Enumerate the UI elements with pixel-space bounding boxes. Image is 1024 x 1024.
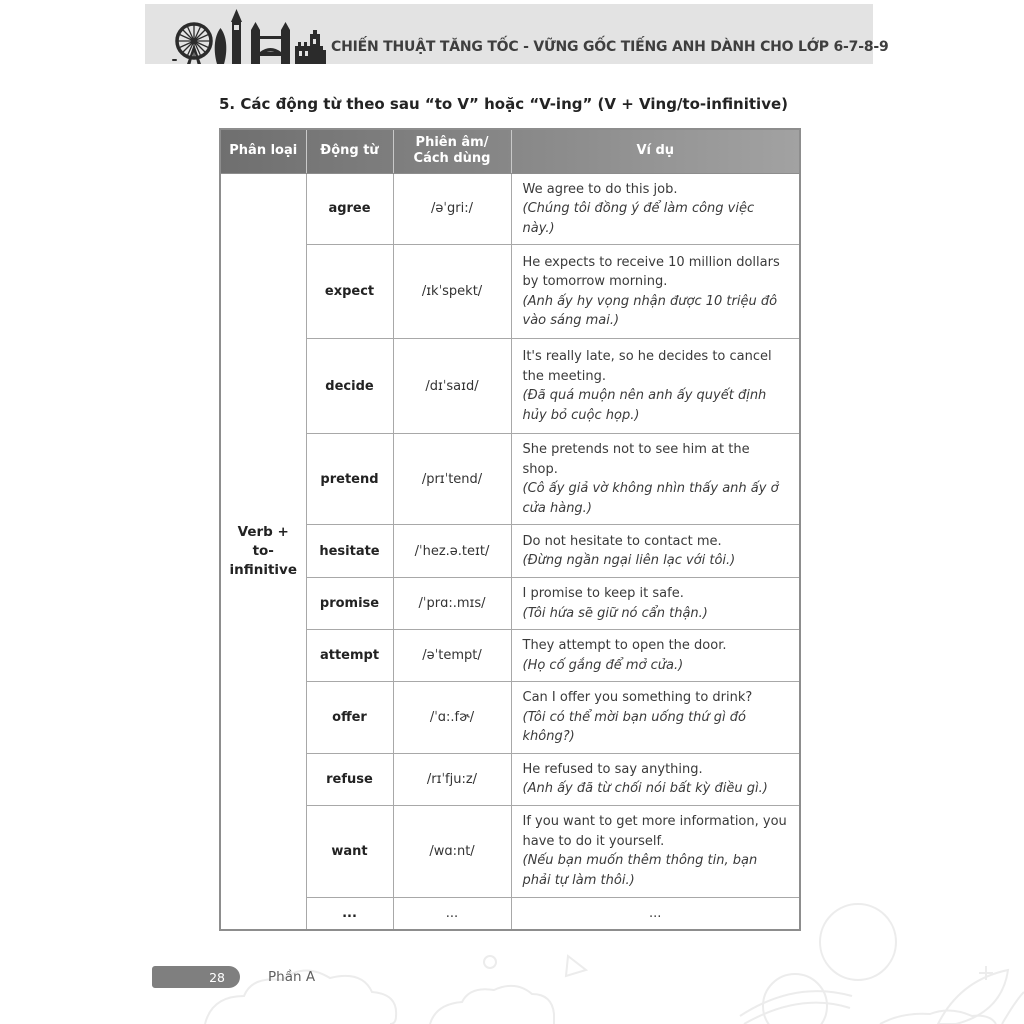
example-english: We agree to do this job. — [522, 181, 678, 197]
example-english: If you want to get more information, you have to do it yourself. — [522, 814, 787, 849]
example-cell — [511, 805, 800, 897]
table-row — [220, 753, 800, 805]
col-header-ipa-line1: Phiên âm/ — [415, 135, 489, 150]
table-header-row — [220, 129, 800, 173]
example-cell — [511, 682, 800, 754]
example-vietnamese: (Nếu bạn muốn thêm thông tin, bạn phải tự làm thôi.) — [522, 853, 758, 888]
ipa-cell: /dɪˈsaɪd/ — [393, 339, 511, 434]
verb-cell: promise — [306, 578, 393, 630]
ipa-cell: /ɪkˈspekt/ — [393, 245, 511, 339]
table-row — [220, 173, 800, 245]
example-vietnamese: (Chúng tôi đồng ý để làm công việc này.) — [522, 201, 755, 236]
page-number: 28 — [209, 969, 225, 985]
ipa-cell: /rɪˈfju:z/ — [393, 753, 511, 805]
example-english: I promise to keep it safe. — [522, 586, 684, 601]
example-vietnamese: (Anh ấy đã từ chối nói bất kỳ điều gì.) — [522, 781, 768, 796]
example-cell — [511, 173, 800, 245]
example-vietnamese: (Cô ấy giả vờ không nhìn thấy anh ấy ở cửa hàng.) — [522, 481, 779, 516]
verb-cell: hesitate — [306, 525, 393, 578]
ipa-cell: /əˈgri:/ — [393, 173, 511, 245]
example-cell — [511, 753, 800, 805]
category-line1: Verb + to- — [237, 523, 289, 559]
example-vietnamese: (Tôi hứa sẽ giữ nó cẩn thận.) — [522, 605, 708, 621]
table-row — [220, 245, 800, 339]
part-label: Phần A — [268, 969, 316, 985]
page-number-badge — [152, 966, 240, 988]
table-row-ellipsis — [220, 897, 800, 930]
example-cell — [511, 630, 800, 682]
ipa-cell: /wɑ:nt/ — [393, 805, 511, 897]
verb-cell: refuse — [306, 753, 393, 805]
col-header-verb: Động từ — [306, 129, 393, 173]
category-cell — [220, 173, 306, 930]
example-english: He refused to say anything. — [522, 761, 703, 777]
col-header-ipa-line2: Cách dùng — [413, 151, 491, 167]
example-vietnamese: (Anh ấy hy vọng nhận được 10 triệu đô vào sáng mai.) — [522, 293, 778, 328]
ipa-cell: ... — [393, 897, 511, 930]
ipa-cell: /ˈhez.ə.teɪt/ — [393, 525, 511, 578]
verb-cell: ... — [306, 897, 393, 930]
example-vietnamese: (Đã quá muộn nên anh ấy quyết định hủy bỏ cuộc họp.) — [522, 388, 767, 423]
verb-cell: offer — [306, 682, 393, 754]
table-row — [220, 682, 800, 754]
table-row — [220, 339, 800, 434]
verb-cell: expect — [306, 245, 393, 339]
table-row — [220, 525, 800, 578]
verb-cell: want — [306, 805, 393, 897]
example-english: Do not hesitate to contact me. — [522, 533, 722, 549]
ipa-cell: /əˈtempt/ — [393, 630, 511, 682]
page-header-band — [145, 4, 889, 64]
example-cell — [511, 245, 800, 339]
col-header-example: Ví dụ — [511, 129, 800, 173]
example-english: ... — [649, 905, 662, 921]
example-english: Can I offer you something to drink? — [522, 690, 753, 705]
example-cell — [511, 525, 800, 578]
verb-cell: pretend — [306, 434, 393, 525]
verb-cell: attempt — [306, 630, 393, 682]
col-header-ipa — [393, 129, 511, 173]
ipa-cell: /ˈɑ:.fɚ/ — [393, 682, 511, 754]
example-english: He expects to receive 10 million dollars by tomorrow morning. — [522, 254, 780, 289]
table-row — [220, 434, 800, 525]
section-heading: 5. Các động từ theo sau “to V” hoặc “V-ing” (V + Ving/to-infinitive) — [219, 95, 788, 113]
verb-cell: agree — [306, 173, 393, 245]
example-cell — [511, 897, 800, 930]
example-english: They attempt to open the door. — [522, 638, 727, 653]
london-skyline-icon — [171, 6, 327, 68]
example-english: She pretends not to see him at the shop. — [522, 442, 750, 477]
example-cell — [511, 339, 800, 434]
ipa-cell: /prɪˈtend/ — [393, 434, 511, 525]
table-row — [220, 805, 800, 897]
example-vietnamese: (Họ cố gắng để mở cửa.) — [522, 657, 684, 673]
ipa-cell: /ˈprɑ:.mɪs/ — [393, 578, 511, 630]
verb-cell: decide — [306, 339, 393, 434]
book-title: CHIẾN THUẬT TĂNG TỐC - VỮNG GỐC TIẾNG ANH DÀNH CHO LỚP 6-7-8-9 — [331, 39, 889, 55]
verb-table — [219, 128, 801, 931]
example-vietnamese: (Đừng ngần ngại liên lạc với tôi.) — [522, 553, 736, 568]
col-header-category: Phân loại — [220, 129, 306, 173]
table-row — [220, 630, 800, 682]
example-cell — [511, 434, 800, 525]
example-english: It's really late, so he decides to cancel the meeting. — [522, 349, 772, 384]
example-vietnamese: (Tôi có thể mời bạn uống thứ gì đó không?) — [522, 709, 746, 744]
example-cell — [511, 578, 800, 630]
table-row — [220, 578, 800, 630]
category-line2: infinitive — [229, 561, 298, 578]
